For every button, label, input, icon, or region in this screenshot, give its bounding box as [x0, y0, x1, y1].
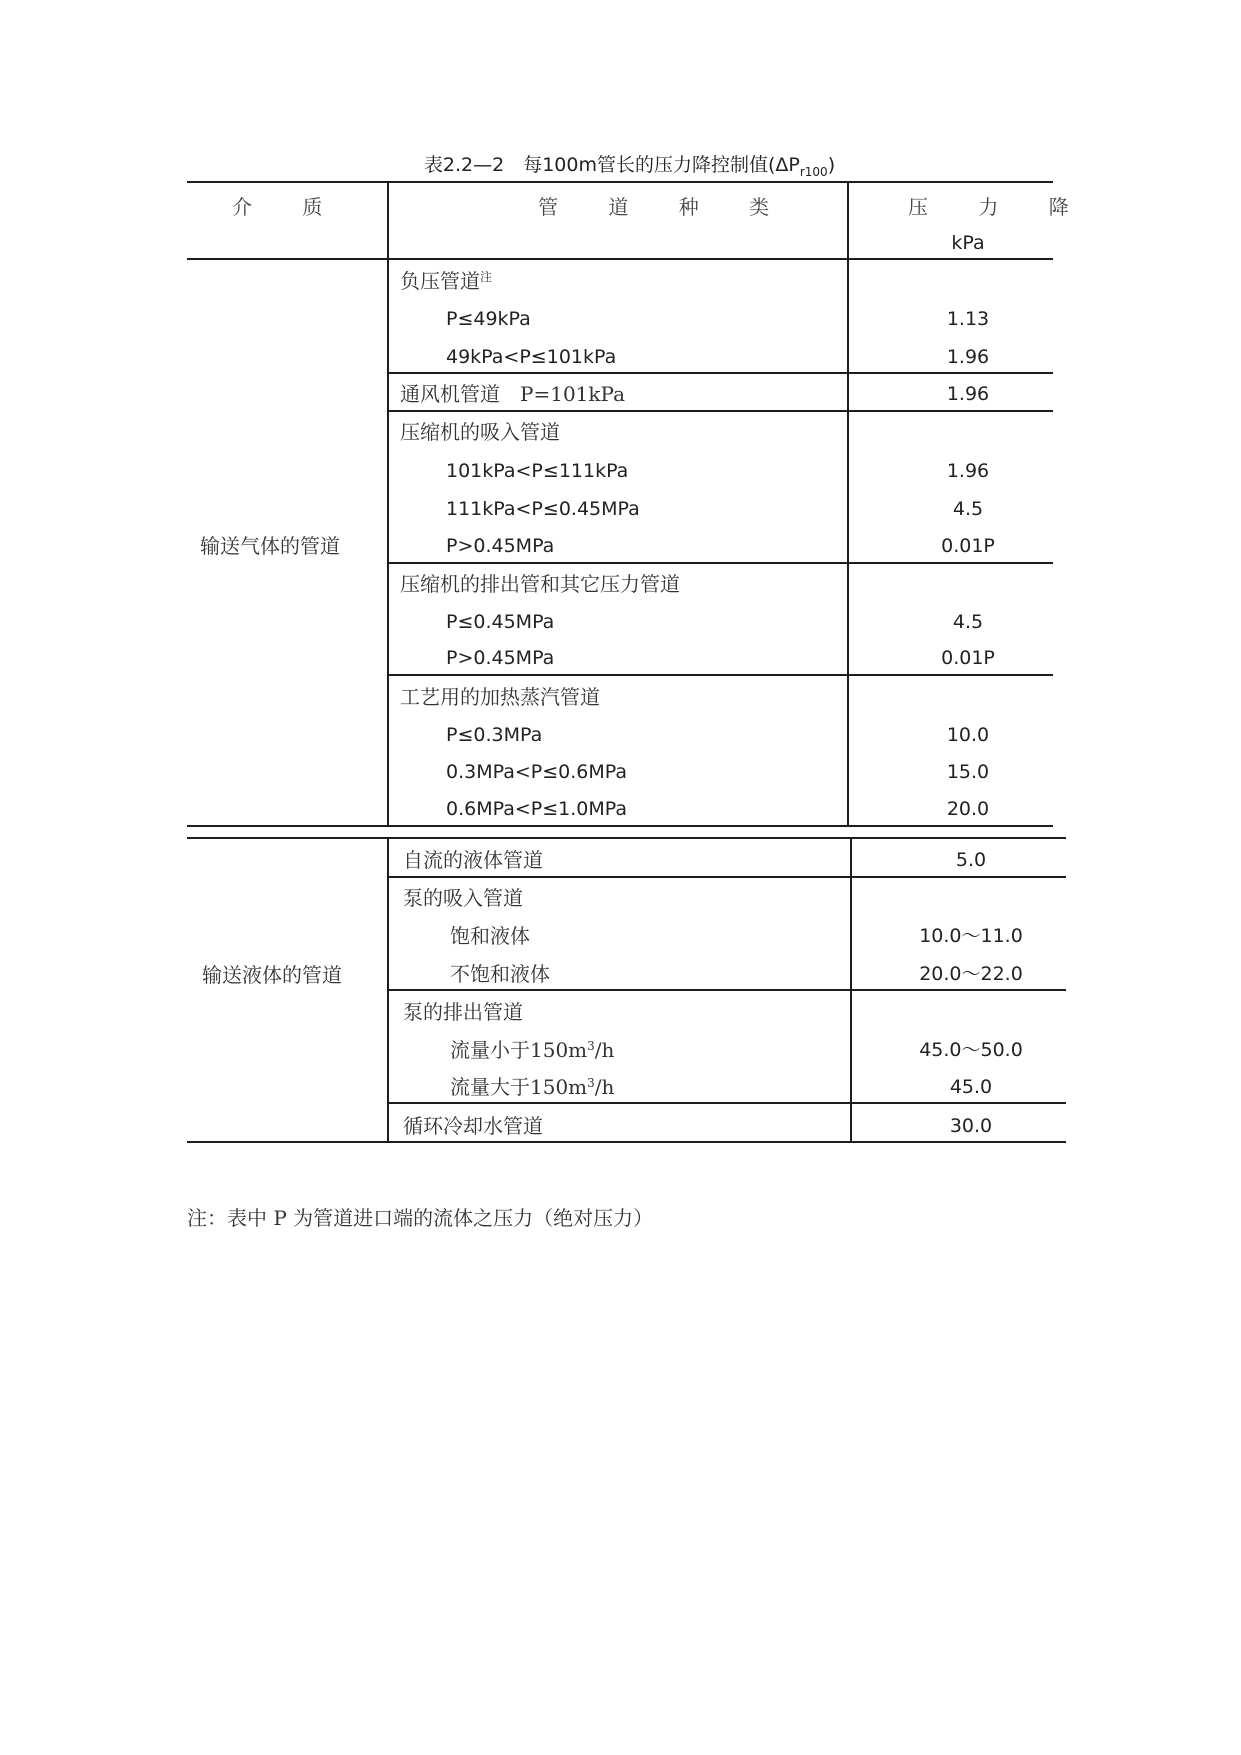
row-divider	[388, 674, 1053, 676]
gas-row-value: 10.0	[946, 724, 990, 746]
row-divider	[388, 876, 1066, 878]
gas-row-label: P>0.45MPa	[446, 647, 555, 669]
gas-row-label: 压缩机的吸入管道	[400, 420, 560, 444]
gas-row-value: 1.13	[946, 308, 990, 330]
liquid-row-label: 自流的液体管道	[403, 848, 543, 872]
header-medium: 介 质	[232, 195, 345, 219]
liquid-row-label: 泵的吸入管道	[403, 886, 523, 910]
liquid-row-label: 流量大于$150m^3/h$	[450, 1075, 615, 1099]
table-bottom-rule	[187, 1141, 1066, 1143]
gas-row-value: 1.96	[946, 460, 990, 482]
row-divider	[388, 410, 1053, 412]
liquid-row-label: 流量小于$150m^3/h$	[450, 1038, 615, 1062]
liquid-medium-label: 输送液体的管道	[202, 963, 342, 987]
gas-row-label: P≤0.3MPa	[446, 724, 543, 746]
gas-medium-label: 输送气体的管道	[200, 534, 340, 558]
header-pressure-drop: 压 力 降	[908, 195, 1091, 219]
gas-row-value: 15.0	[946, 761, 990, 783]
row-divider	[388, 562, 1053, 564]
gas-row-value: 1.96	[946, 383, 990, 405]
liquid-row-value: 45.0	[949, 1076, 993, 1098]
liquid-row-label: 循环冷却水管道	[403, 1114, 543, 1138]
header-unit: kPa	[951, 232, 985, 254]
liquid-row-value: 10.0～11.0	[919, 925, 1023, 947]
liquid-row-value: 45.0～50.0	[919, 1039, 1023, 1061]
gas-row-value: 0.01P	[941, 535, 995, 557]
liquid-row-label: 不饱和液体	[450, 962, 550, 986]
gas-row-label: 0.6MPa<P≤1.0MPa	[446, 798, 628, 820]
header-bottom-rule	[187, 258, 1053, 260]
liquid-row-value: 5.0	[955, 849, 987, 871]
gas-row-label: 工艺用的加热蒸汽管道	[400, 685, 600, 709]
table-top-rule	[187, 181, 1053, 183]
gas-row-label: 111kPa<P≤0.45MPa	[446, 498, 640, 520]
column-divider	[387, 181, 389, 827]
liquid-row-label: 泵的排出管道	[403, 1000, 523, 1024]
row-divider	[388, 372, 1053, 374]
gas-row-value: 4.5	[952, 611, 984, 633]
gas-section-bottom-rule	[187, 825, 1053, 827]
table-footnote: 注：表中 P 为管道进口端的流体之压力（绝对压力）	[187, 1206, 654, 1230]
gas-row-label: P≤0.45MPa	[446, 611, 555, 633]
column-divider	[847, 181, 849, 827]
column-divider	[387, 837, 389, 1143]
liquid-row-value: 30.0	[949, 1115, 993, 1137]
gas-row-value: 1.96	[946, 346, 990, 368]
gas-row-value: 20.0	[946, 798, 990, 820]
header-pipe-type: 管 道 种 类	[538, 195, 792, 219]
gas-row-label: 101kPa<P≤111kPa	[446, 460, 629, 482]
gas-row-value: 4.5	[952, 498, 984, 520]
gas-row-label: P≤49kPa	[446, 308, 531, 330]
gas-row-label: P>0.45MPa	[446, 535, 555, 557]
gas-row-label: 0.3MPa<P≤0.6MPa	[446, 761, 628, 783]
gas-row-label: 通风机管道 P=101kPa	[400, 382, 625, 406]
column-divider	[850, 837, 852, 1143]
table-title: 表2.2—2 每100m管长的压力降控制值$(\Delta P_{r100})$	[423, 154, 836, 179]
gas-row-label: 49kPa<P≤101kPa	[446, 346, 617, 368]
gas-row-label: 压缩机的排出管和其它压力管道	[400, 572, 680, 596]
liquid-section-top-rule	[187, 837, 1066, 839]
gas-row-value: 0.01P	[941, 647, 995, 669]
row-divider	[388, 989, 1066, 991]
gas-row-label: 负压管道$^注$	[400, 269, 493, 293]
row-divider	[388, 1102, 1066, 1104]
liquid-row-label: 饱和液体	[450, 924, 530, 948]
liquid-row-value: 20.0～22.0	[919, 963, 1023, 985]
